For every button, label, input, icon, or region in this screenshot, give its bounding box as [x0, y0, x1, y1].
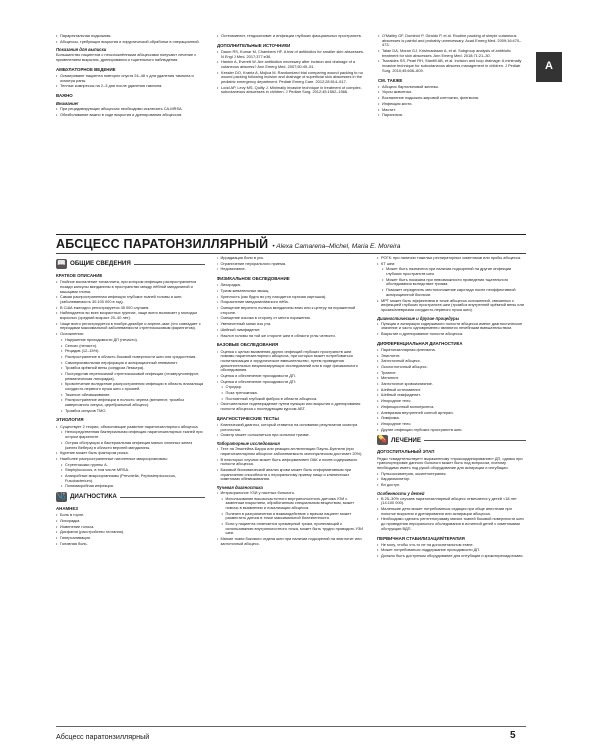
section-bar: [56, 492, 205, 502]
list: [377, 497, 526, 532]
list-item: • Чаще всего регистрируется в ноябре-декабре и апреле–мае (что совпадает с периодами максимальной заболеваемости стрептококковым фарингитом).: [56, 322, 205, 331]
list-item: • Наблюдается во всех возрастных группах, чаще всего возникает у молодых взрослых (средний возраст 20–40 лет).: [56, 311, 205, 320]
list-item: • Хриплость (как будто во рту находится горячая картошка).: [217, 295, 366, 300]
list-item: • Укусы животных.: [378, 90, 526, 95]
list-item: • Параректальная подкожная.: [56, 34, 204, 39]
list-item: • В 25–30% случаев паратонзиллярный абсцесс отмечается у детей <18 лет (14:100 000).: [377, 497, 526, 506]
list-subitem: • Рецидив (12–15%).: [56, 349, 205, 354]
subheading: Лучевая диагностика: [216, 484, 263, 490]
list: [377, 472, 526, 488]
paragraph: Редко «свидетельствует» выраженному «прокоординированию» ДП, однако при транспортировке данного больного может быть под вопросом, поэтому необходимо иметь под рукой оборудование для аспирации и интубации.: [377, 455, 523, 470]
list-item: • Тест на Эпштейна-Барра или реакция агглютинации Пауля–Буннеля (при паратонзиллярном абсцессе заболеваемость мононуклеозом достигает 20%).: [217, 447, 366, 456]
reference: • Hankin A, Everett W. Are antibiotics necessary after incision and drainage of a cutaneous abscess? Ann Emerg Med. 2007;50:49–51.: [217, 60, 365, 69]
list-item: • Гиперсаливация.: [56, 536, 205, 541]
reference-list: [217, 50, 365, 95]
top-col-3: [378, 34, 526, 229]
section-title: ЛЕЧЕНИЕ: [391, 436, 421, 444]
article-title: АБСЦЕСС ПАРАТОНЗИЛЛЯРНЫЙ: [56, 237, 269, 251]
list-item: • Абсцесс бартолиновой железы.: [378, 85, 526, 90]
list-subitem: • Может быть назначена при наличии подозрений на другие инфекции глубоких пространств шеи.: [377, 267, 526, 276]
heading: ДИФФЕРЕНЦИАЛЬНАЯ ДИАГНОСТИКА: [377, 340, 463, 346]
list-item: • Смещение верхнего полюса миндалины вниз или к центру на пораженной стороне.: [217, 306, 366, 315]
list-item: • Курение может быть фактором риска.: [56, 451, 205, 456]
article-top-rule: [56, 234, 526, 235]
list-item: • Шейный лимфаденит.: [377, 393, 526, 398]
list-item: • Интраоральное УЗИ у пастных больного.: [217, 491, 366, 496]
list-item: • Трахеит.: [377, 371, 526, 376]
list-item: • Существует 2 теории, объясняющие развитие паратонзиллярного абсцесса.: [56, 425, 205, 430]
list-item: • Кардиомонитор.: [377, 477, 526, 482]
list-item: • Маленькие дети может потребоваться седация при обще анестезии при попытке вскрытия и дренирования или аспирации абсцесса.: [377, 507, 526, 516]
list: [377, 348, 526, 432]
reference: • O'Malley GF, Dominici P, Giraldo P, et al. Routine packing of simple cutaneous abscesses is painful and probably unnecessary. Acad Emerg Med. 2009;16:470–473.: [378, 34, 526, 48]
list-item: • Аневризма внутренней сонной артерии.: [377, 411, 526, 416]
pill-icon: 💊: [377, 435, 388, 445]
list-item: • Эпиглотит.: [377, 354, 526, 359]
book-icon: 📖: [56, 259, 67, 269]
subheading: Показания для выписки: [56, 47, 107, 53]
list-item: • Наиболее распространенные патогенные микроорганизмы:: [56, 457, 205, 462]
list-item: • В некоторых случаях может быть информативен ОАК и посев содержимого полости абсцесса.: [217, 458, 366, 467]
list: [377, 322, 526, 337]
list: [377, 256, 526, 313]
top-col-2: [217, 34, 365, 229]
paragraph: Большинство пациентов с неосложнёнными абсцессами получают лечение с применением вскрытия, дренирования и тщательного наблюдения.: [56, 52, 197, 63]
list-item: • Осмотр может осложниться при сильном тризме.: [217, 433, 366, 438]
list-item: • Тризм жевательных мышц.: [217, 289, 366, 294]
list-item: • Вскрытие и дренирование полости абсцесса.: [377, 332, 526, 337]
heading: ВАЖНО: [56, 93, 73, 99]
article-body: [56, 256, 526, 724]
list-item: • Воспаление подкожно-жировой клетчатки, флегмона.: [378, 96, 526, 101]
list: [56, 513, 205, 546]
section-rule: [424, 440, 526, 441]
list-item: • Ограничение перорального приема.: [217, 262, 366, 267]
reference: • Daum RS, Kumar M, Chambers HF. A trial of antibiotics for smaller skin abscesses. N Engl J Med. 2017;377:e36.: [217, 50, 365, 59]
list-item: • Теплые компрессы на 2–3 дня после удаления тампона.: [56, 84, 204, 89]
list-item: • Окончательное подтверждение путем пункции или вскрытия и дренирования полости абсцесса с последующим курсом АБТ.: [217, 402, 366, 411]
list-item: • Может потребоваться поддержание проходимости ДП.: [377, 548, 526, 553]
list-item: • Должно быть доступным оборудование для интубации и крикотиреоидотомии.: [377, 554, 526, 559]
list: [217, 283, 366, 338]
list-item: • В США ежегодно регистрируется 45 000 случаев.: [56, 306, 205, 311]
top-continuation: [56, 34, 526, 229]
list-item: • Самая распространенная инфекция глубоких тканей головы и шеи (заболеваемость 30:100 000 в год).: [56, 295, 205, 304]
list-item: • Шейный остеомиелит.: [377, 388, 526, 393]
article-header: [56, 237, 400, 253]
list-subitem: • Staphylococcus, в том числе MRSA.: [56, 468, 205, 473]
heading: ДИАГНОСТИЧЕСКИЕ ТЕСТЫ: [216, 415, 279, 421]
list-item: • Мягкие ткани бокового отдела шеи при наличии подозрений на эпиглотит или заглоточный абсцесс.: [217, 537, 366, 546]
list: [56, 280, 205, 413]
list-item: • Оценка и обеспечение проходимости ДП.: [217, 374, 366, 379]
list-item: • Необходимо сделать рентгенограмму мягких тканей боковой поверхности шеи до проведения перорального обследования в истинной детей с симптомами обструкции ВДП.: [377, 517, 526, 531]
list-item: • Оценка с целью выявления других инфекций глубоких пространств шеи помимо паратонзиллярного абсцесса, при которых может потребоваться госпитализация и хирургическое вмешательство, путем проведения дополнительных визуализирующих исследований или в ходе физикального обследования.: [217, 350, 366, 373]
list-subitem: • Самопроизвольная перфорация и аспирационный пневмонит.: [56, 361, 205, 366]
stethoscope-icon: 🩺: [56, 492, 67, 502]
list: [217, 491, 366, 547]
list-item: • При рецидивирующих абсцессах необходимо исключить CA-MRSA.: [56, 107, 204, 112]
list-item: • Головная боль.: [56, 542, 205, 547]
list-item: • Увеличенный запах изо рта.: [217, 322, 366, 327]
list: [217, 447, 366, 482]
heading: ДОГОСПИТАЛЬНЫЙ ЭТАП: [377, 449, 435, 455]
list-item: • Дисфагия (расстройство глотания).: [56, 530, 205, 535]
heading: ЭТИОЛОГИЯ: [56, 417, 84, 423]
page-number: 5: [510, 730, 516, 741]
reference: • Talan DA, Moran GJ, Krishnadasan A, et al. Subgroup analysis of antibiotic treatment for skin abscesses. Ann Emerg Med. 2018;71:21–30.: [378, 49, 526, 58]
list: [217, 423, 366, 438]
list-item: • Наклон головы на той же стороне шеи в области углы челюсти.: [217, 334, 366, 339]
list-subitem: • Полезен в разграничении и взаимодействие с врачом пациент может разместить датчик в точке максимальной болезненности.: [217, 512, 366, 521]
body-col-1: [56, 256, 205, 724]
list-item: • Паронихия.: [378, 113, 526, 118]
list-item: • Инфекционный мононуклеоз.: [377, 405, 526, 410]
list-item: • Обезболивание важно в ходе вскрытия и дренирования абсцессов.: [56, 113, 204, 118]
list-item: • Покраснение миндалин/мягкого нёба.: [217, 300, 366, 305]
list-item: • Изменение голоса.: [56, 525, 205, 530]
list-item: • КТ шеи:: [377, 262, 526, 267]
heading: ДОПОЛНИТЕЛЬНЫЕ ИСТОЧНИКИ: [217, 42, 291, 48]
list: [378, 85, 526, 118]
list-item: • Лимфома.: [377, 416, 526, 421]
subheading: Диагностические и другие процедуры: [377, 315, 460, 321]
list: [217, 350, 366, 412]
list-item: • Инфекция кисти.: [378, 102, 526, 107]
list-item: • Мастит.: [378, 108, 526, 113]
list-item: • Клинический диагноз, который ставится на основании результатов осмотра ротоглотки.: [217, 423, 366, 432]
subheading: Внимание!: [56, 101, 79, 107]
list-item: • Вн доступ.: [377, 483, 526, 488]
section-title: ОБЩИЕ СВЕДЕНИЯ: [70, 260, 131, 268]
list-item: • РОГК: при наличии тяжелых респираторных симптомов или пробы абсцесса.: [377, 256, 526, 261]
list-item: • Смещение язычка в сторону от места поражения.: [217, 316, 366, 321]
heading: ПЕРВИЧНАЯ СТАБИЛИЗАЦИЯ/ТЕРАПИЯ: [377, 535, 465, 541]
list-subitem: • Если у пациента отмечается чрезмерный тризм, прилегающий к использованию внутриполостного точка, может быть трудно проводить УЗИ шеи.: [217, 522, 366, 536]
section-rule: [134, 264, 205, 265]
heading: АНАМНЕЗ: [56, 506, 79, 511]
authors-text: Alexa Camarena–Michel, Maria E. Moreira: [276, 243, 401, 250]
list-subitem: • Поможет определить местоположение каротида после неэффективной аспирационной биопсии.: [377, 288, 526, 297]
section-bar: [377, 435, 526, 445]
list-item: • Остеомиелит, тендосиновит и инфекции глубоких фасциальных пространств.: [217, 34, 365, 39]
list-subitem: • Стрептококки группы А.: [56, 463, 205, 468]
article-title-rule: [56, 253, 526, 254]
list-item: • Инородное тело.: [377, 422, 526, 427]
list: [56, 34, 204, 44]
list-item: • Пункция и аспирация содержимого полости абсцесса имеют диагностическое значение и часто одновременно являются лечебными вмешательством.: [377, 322, 526, 331]
section-rule: [120, 497, 205, 498]
list-item: • Другие инфекции глубоких пространств шеи.: [377, 428, 526, 433]
footer-rule: [56, 726, 526, 727]
list: [217, 256, 366, 272]
top-col-1: [56, 34, 204, 229]
list-item: • Шейный лимфаденит.: [217, 328, 366, 333]
list-item: • Базовый биохимический анализ крови может быть информативным при ограничении способности к пероральному приему пищи и клинических симптомах обезвоживания.: [217, 468, 366, 482]
list-subitem: • Стридор.: [217, 385, 366, 390]
list-item: • Абсцессы, требующих вскрытия и хирургической обработки в операционной.: [56, 40, 204, 45]
heading: БАЗОВЫЕ ОБСЛЕДОВАНИЯ: [216, 342, 279, 348]
list: [56, 74, 204, 89]
list-subitem: • Тромбоз синусов ТМО.: [56, 409, 205, 414]
list-item: • Не могу, чтобы что-то не на догоспитальном этапе.: [377, 543, 526, 548]
list-item: • Иррадиация боли в ухо.: [217, 256, 366, 261]
list-subitem: • Анаэробные микроорганизмы (Prevotella, Peptostreptococcus, Fusobacterium).: [56, 474, 205, 483]
heading: СМ. ТАКЖЕ: [378, 77, 403, 83]
list-subitem: • Может быть показана при невозможности проведения тщательного обследования вследствие тризма.: [377, 278, 526, 287]
list-subitem: • Постоянный глубокий фиброз в области абсцесса.: [217, 397, 366, 402]
list-subitem: • Использование высокочастотного внутриполостного датчика УЗИ с заменным покрытием, обработанным специальным веществом, может помочь в выявлении и локализации абсцесса.: [217, 497, 366, 511]
reference: • Tsoraides SS, Pearl RH, Stanfill AB, et al. Incision and loop drainage: A minimally invasive technique for subcutaneous abscess management in children. J Pediatr Surg. 2010;45:606–609.: [378, 59, 526, 73]
list-subitem: • Распространение инфекции в полость черепа (менингит, тромбоз кавернозного синуса, церебральный абсцесс).: [56, 398, 205, 407]
list-subitem: • Кровотечение вследствие распространения инфекции в область влагалища сосудисто-нервного пучка шеи с эрозией.: [56, 382, 205, 391]
list-subitem: • Постредстав переносимой стрептококковой инфекции (гломерулонефрит, ревматическая лихорадка).: [56, 372, 205, 381]
list-item: • Лихорадка.: [56, 519, 205, 524]
list-item: • Гнойное воспаление тонзиллита, при котором инфекция распространяется позади капсулы миндалины в пространство между нёбной миндалиной и мышцами глотки.: [56, 280, 205, 294]
body-col-2: [217, 256, 366, 724]
list-subitem: • Нарушение проходимости ДП (нечасто).: [56, 338, 205, 343]
list-subitem: • Полимикробная инфекция.: [56, 484, 205, 489]
list-item: • Боль в горле.: [56, 513, 205, 518]
section-title: ДИАГНОСТИКА: [70, 493, 117, 501]
reference: • Kessler DO, Krantz A, Mojica M. Randomized trial comparing wound packing to no wound packing following incision and drainage of superficial skin abscesses in the pediatric emergency department. Pediatr Emerg Care. 2012;28:514–517.: [217, 71, 365, 85]
list-item: • Инородное тело.: [377, 399, 526, 404]
reference: • Lodd AP, Levy MS, Quilty J. Minimally invasive technique in treatment of complex, subcutaneous abscesses in children. J Pediatr Surg. 2012;45:1562–1566.: [217, 86, 365, 95]
list-subitem: • Сепсис (нечасто).: [56, 344, 205, 349]
list-item: • Оценка и обеспечение проходимости ДП:: [217, 380, 366, 385]
list-item: • Заглоточное кровоизлияние.: [377, 382, 526, 387]
list-subitem: • Тяжелое обезвоживание.: [56, 393, 205, 398]
reference-list: [378, 34, 526, 74]
list: [377, 543, 526, 559]
subheading: Особенности у детей: [377, 490, 425, 496]
list-item: • Осматривают пациента повторно спустя 24–48 ч для удаления тампона и осмотра раны.: [56, 74, 204, 83]
list-subitem: • Тромбоз ярёмной вены (синдром Лемьера).: [56, 366, 205, 371]
list-item: • Лихорадка.: [217, 283, 366, 288]
article-authors: • Alexa Camarena–Michel, Maria E. Moreira: [272, 243, 401, 250]
section-letter-tab: А: [536, 52, 562, 82]
list-subitem: • Острая обструкция и бактериальная инфекция малых слюнных желез (желез Вебера) в области верхней миндалины.: [56, 441, 205, 450]
heading: АМБУЛАТОРНОЕ ВЕДЕНИЕ: [56, 66, 116, 72]
section-bar: [56, 259, 205, 269]
list-subitem: • Распространение в область боковой поверхности шеи или средостения.: [56, 355, 205, 360]
list-item: • Паратонзиллярная флегмона.: [377, 348, 526, 353]
footer-title: Абсцесс паратонзиллярный: [56, 732, 150, 741]
list-item: • МРТ может быть эффективна в точке абсцесса осложнений, связанных с инфекцией глубоких пространств шеи (тромбоз внутренней ярёмной вены или эрозия/аневризма сосудисто-нервного пучка шеи).: [377, 299, 526, 313]
list-item: • Недомогание.: [217, 267, 366, 272]
list-item: • Осложнения:: [56, 332, 205, 337]
subheading: Лабораторные исследования: [216, 441, 280, 447]
list: [56, 107, 204, 117]
list-subitem: • Непосредственная бактериальная инфекция паратонзиллярных тканей при остром фарингите.: [56, 430, 205, 439]
list-subitem: • Поза треножника.: [217, 391, 366, 396]
list: [56, 425, 205, 489]
list-item: • Пульсоксиметрия, оксигенотерапия.: [377, 472, 526, 477]
list: [217, 34, 365, 39]
body-col-3: [377, 256, 526, 724]
list-item: • Менингит.: [377, 376, 526, 381]
list-item: • Заглоточный абсцесс.: [377, 359, 526, 364]
heading: ФИЗИКАЛЬНОЕ ОБСЛЕДОВАНИЕ: [216, 276, 290, 282]
list-item: • Окологлоточный абсцесс.: [377, 365, 526, 370]
heading: КРАТКОЕ ОПИСАНИЕ: [56, 273, 103, 278]
